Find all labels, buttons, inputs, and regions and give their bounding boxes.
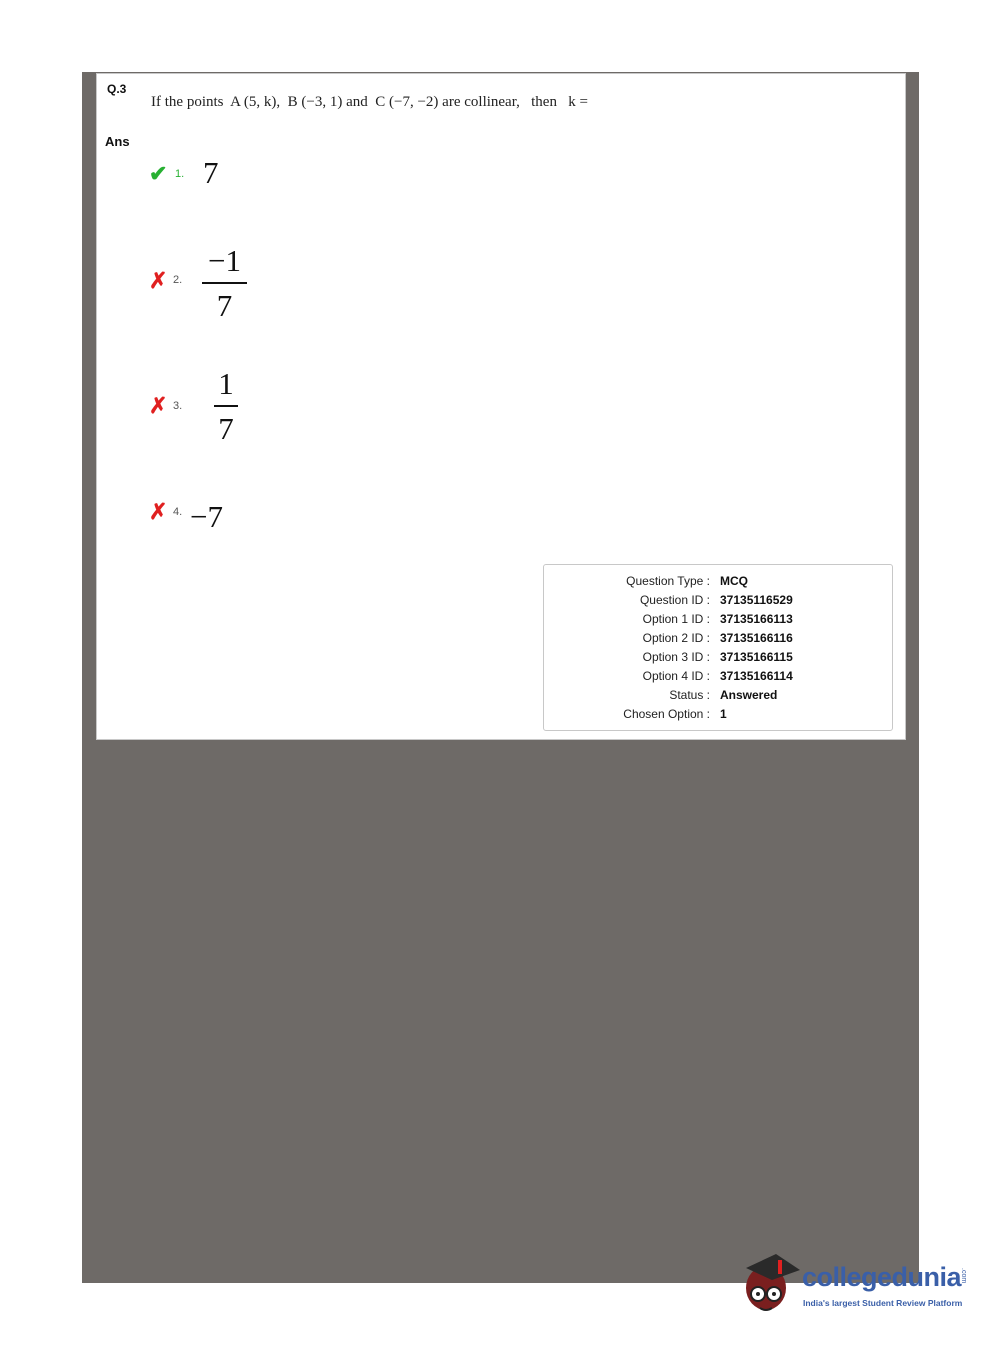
info-label: Question Type :	[626, 574, 710, 588]
question-number: Q.3	[107, 82, 127, 96]
mascot-icon	[742, 1250, 804, 1320]
info-value: 37135116529	[720, 593, 793, 607]
info-row-question-type	[544, 572, 892, 591]
option-3-numerator: 1	[218, 366, 234, 401]
info-row-option-4-id	[544, 667, 892, 686]
option-4-number: 4.	[173, 506, 183, 518]
logo-suffix: .com	[960, 1268, 967, 1284]
info-value: 37135166115	[720, 650, 793, 664]
info-value: Answered	[720, 688, 778, 702]
answer-label: Ans	[105, 134, 130, 149]
option-3-fraction	[214, 368, 238, 444]
option-3-denominator: 7	[218, 411, 234, 446]
info-label: Option 2 ID :	[642, 631, 710, 645]
info-value: 37135166113	[720, 612, 793, 626]
info-value: 37135166116	[720, 631, 793, 645]
cross-icon: ✗	[149, 393, 168, 418]
info-row-option-1-id	[544, 610, 892, 629]
info-row-chosen-option	[544, 705, 892, 724]
check-icon: ✔	[149, 161, 168, 186]
info-label: Option 4 ID :	[642, 669, 710, 683]
info-value: 1	[720, 707, 727, 721]
info-label: Question ID :	[639, 593, 710, 607]
info-label: Option 3 ID :	[642, 650, 710, 664]
option-1-number: 1.	[175, 168, 185, 180]
option-2-fraction	[202, 245, 247, 321]
option-2-numerator: −1	[208, 243, 241, 278]
question-info-box	[543, 564, 893, 731]
collegedunia-logo	[742, 1250, 972, 1320]
cross-icon: ✗	[149, 499, 168, 524]
info-value: MCQ	[720, 574, 748, 588]
info-row-status	[544, 686, 892, 705]
cross-icon: ✗	[149, 268, 168, 293]
question-text: If the points A (5, k), B (−3, 1) and C (−7, −2) are collinear, then k =	[151, 94, 588, 110]
info-row-option-3-id	[544, 648, 892, 667]
logo-tagline: India's largest Student Review Platform	[803, 1298, 963, 1308]
option-1-value: 7	[203, 155, 219, 190]
info-value: 37135166114	[720, 669, 793, 683]
option-4-value: −7	[190, 499, 223, 534]
info-label: Status :	[669, 688, 710, 702]
info-row-question-id	[544, 591, 892, 610]
logo-wordmark: collegedunia	[802, 1262, 962, 1292]
info-row-option-2-id	[544, 629, 892, 648]
info-label: Option 1 ID :	[642, 612, 710, 626]
fraction-bar	[214, 405, 238, 407]
option-2-denominator: 7	[216, 288, 233, 323]
option-3-number: 3.	[173, 400, 183, 412]
fraction-bar	[202, 282, 247, 284]
info-label: Chosen Option :	[623, 707, 710, 721]
option-2-number: 2.	[173, 274, 183, 286]
